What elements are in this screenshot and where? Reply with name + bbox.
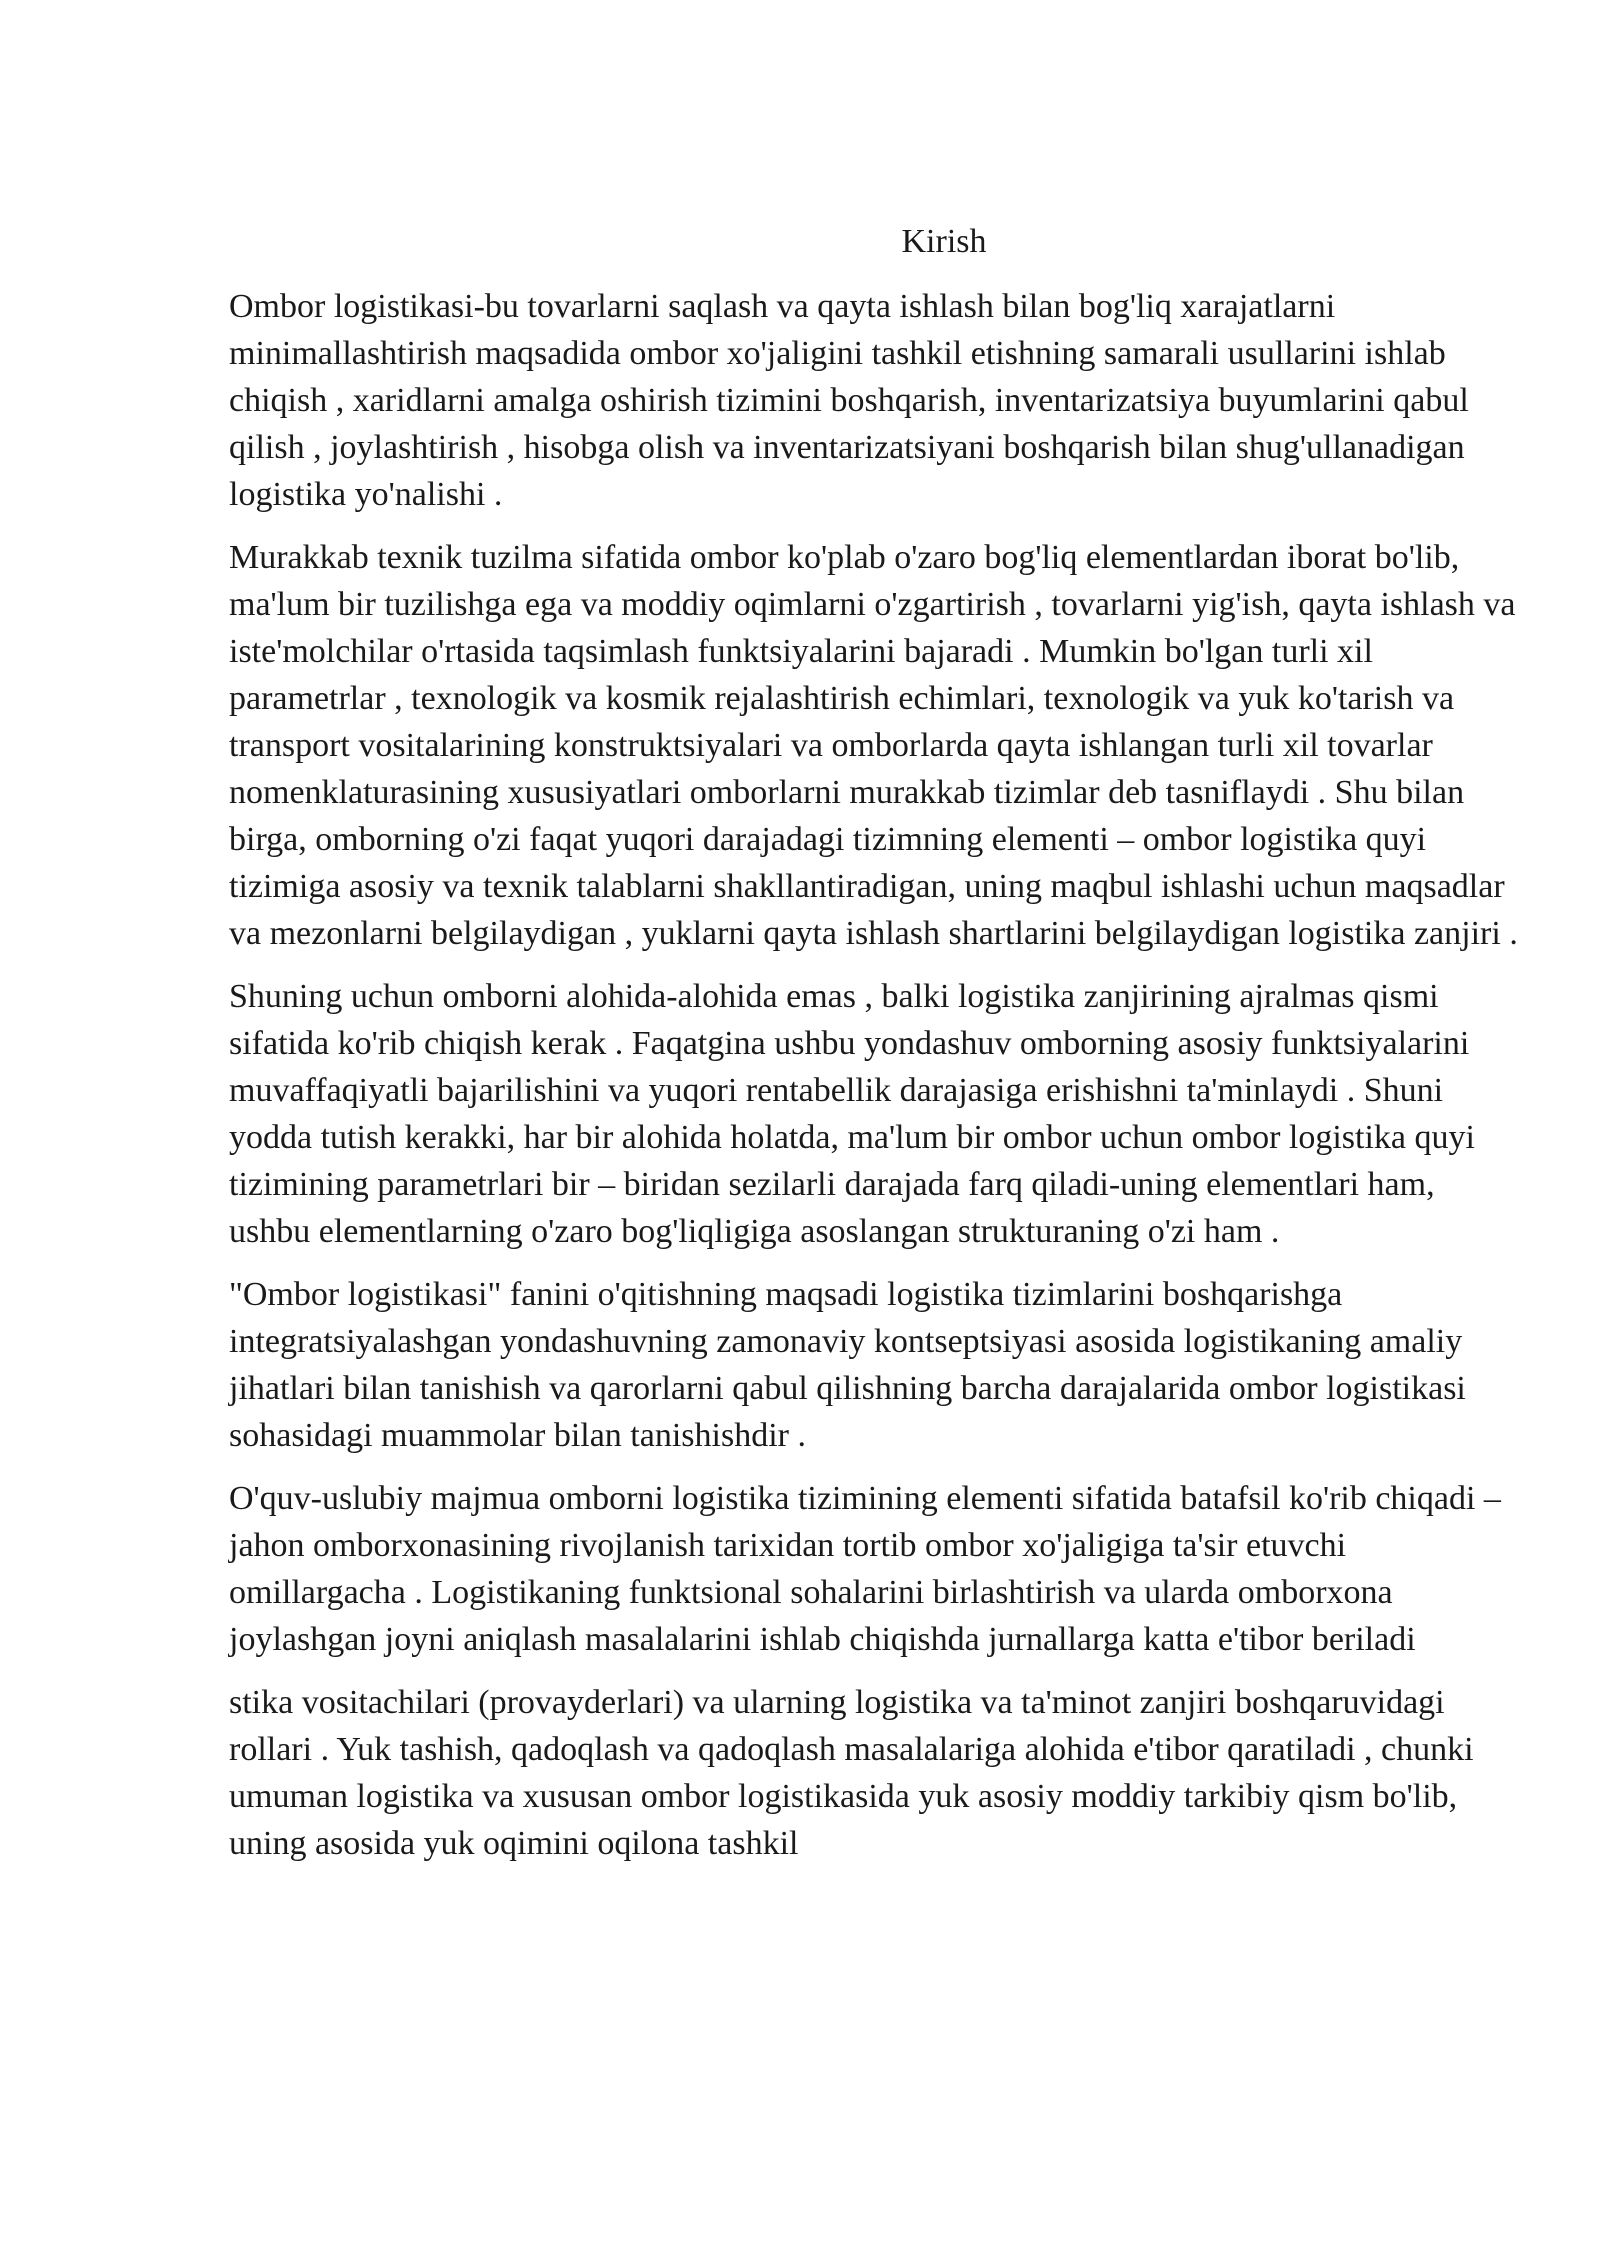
document-title: Kirish [901, 223, 987, 260]
paragraph-2: Murakkab texnik tuzilma sifatida ombor ko'plab o'zaro bog'liq elementlardan iborat bo'lib, ma'lum bir tuzilishga ega va moddiy oqimlarni o'zgartirish , tovarlarni yig'ish, qayta ishlash va iste'molchilar o'rtasida taqsimlash funktsiyalarini bajaradi . Mumkin bo'lgan turli xil parametrlar , texnologik va kosmik rejalashtirish echimlari, texnologik va yuk ko'tarish va transport vositalarining konstruktsiyalari va omborlarda qayta ishlangan turli xil tovarlar nomenklaturasining xususiyatlari omborlarni murakkab tizimlar deb tasniflaydi . Shu bilan birga, omborning o'zi faqat yuqori darajadagi tizimning elementi – ombor logistika quyi tizimiga asosiy va texnik talablarni shakllantiradigan, uning maqbul ishlashi uchun maqsadlar va mezonlarni belgilaydigan , yuklarni qayta ishlash shartlarini belgilaydigan logistika zanjiri . [229, 539, 1518, 952]
paragraph-4: "Ombor logistikasi" fanini o'qitishning maqsadi logistika tizimlarini boshqarishga integratsiyalashgan yondashuvning zamonaviy kontseptsiyasi asosida logistikaning amaliy jihatlari bilan tanishish va qarorlarni qabul qilishning barcha darajalarida ombor logistikasi sohasidagi muammolar bilan tanishishdir . [229, 1276, 1466, 1454]
paragraph-6: stika vositachilari (provayderlari) va ularning logistika va ta'minot zanjiri boshqaruvidagi rollari . Yuk tashish, qadoqlash va qadoqlash masalalariga alohida e'tibor qaratiladi , chunki umuman logistika va xususan ombor logistikasida yuk asosiy moddiy tarkibiy qism bo'lib, uning asosida yuk oqimini oqilona tashkil [229, 1684, 1474, 1862]
paragraph-3: Shuning uchun omborni alohida-alohida emas , balki logistika zanjirining ajralmas qismi sifatida ko'rib chiqish kerak . Faqatgina ushbu yondashuv omborning asosiy funktsiyalarini muvaffaqiyatli bajarilishini va yuqori rentabellik darajasiga erishishni ta'minlaydi . Shuni yodda tutish kerakki, har bir alohida holatda, ma'lum bir ombor uchun ombor logistika quyi tizimining parametrlari bir – biridan sezilarli darajada farq qiladi-uning elementlari ham, ushbu elementlarning o'zaro bog'liqligiga asoslangan strukturaning o'zi ham . [229, 978, 1475, 1250]
paragraph-5: O'quv-uslubiy majmua omborni logistika tizimining elementi sifatida batafsil ko'rib chiqadi – jahon omborxonasining rivojlanish tarixidan tortib ombor xo'jaligiga ta'sir etuvchi omillargacha . Logistikaning funktsional sohalarini birlashtirish va ularda omborxona joylashgan joyni aniqlash masalalarini ishlab chiqishda jurnallarga katta e'tibor beriladi [229, 1480, 1501, 1658]
document-body [229, 218, 1519, 1883]
paragraph-1: Ombor logistikasi-bu tovarlarni saqlash va qayta ishlash bilan bog'liq xarajatlarni minimallashtirish maqsadida ombor xo'jaligini tashkil etishning samarali usullarini ishlab chiqish , xaridlarni amalga oshirish tizimini boshqarish, inventarizatsiya buyumlarini qabul qilish , joylashtirish , hisobga olish va inventarizatsiyani boshqarish bilan shug'ullanadigan logistika yo'nalishi . [229, 288, 1469, 513]
